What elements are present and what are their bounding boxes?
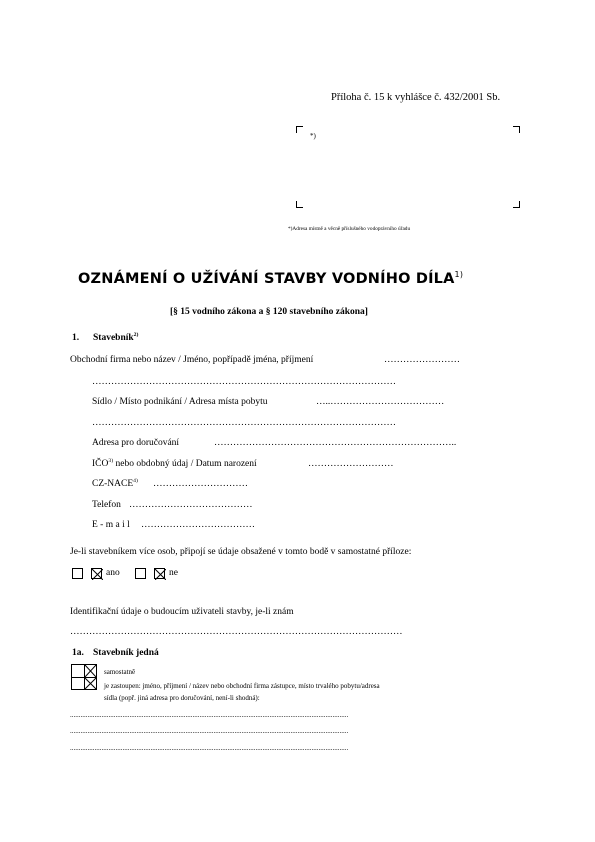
- represented-checkbox[interactable]: [85, 678, 96, 689]
- phone-field[interactable]: …………………………………: [129, 500, 253, 510]
- section-number: 1a.: [72, 648, 84, 658]
- future-user-field[interactable]: ……………………………………………………………………………………………: [70, 627, 403, 637]
- nace-label-text: CZ-NACE: [92, 479, 134, 489]
- nace-label: [92, 479, 138, 489]
- ico-field[interactable]: ………………………: [308, 459, 394, 469]
- email-field[interactable]: ………………………………: [141, 520, 255, 530]
- representative-field-line[interactable]: ...............................................................................................................................................................: [70, 744, 349, 752]
- footnote-mark: 4): [133, 477, 138, 484]
- independent-checkbox[interactable]: [85, 665, 96, 677]
- empty-checkbox[interactable]: [135, 568, 146, 579]
- no-label: ne: [169, 568, 178, 578]
- representation-checkbox-grid: [71, 664, 97, 690]
- title-footnote: 1): [454, 270, 464, 280]
- firm-label: Obchodní firma nebo název / Jméno, popřípadě jména, příjmení: [70, 355, 314, 365]
- annex-reference: Příloha č. 15 k vyhlášce č. 432/2001 Sb.: [331, 92, 501, 103]
- seat-label: Sídlo / Místo podnikání / Adresa místa pobytu: [92, 397, 268, 407]
- document-title: [78, 271, 463, 287]
- address-box[interactable]: [296, 126, 520, 208]
- section-heading-text: Stavebník: [93, 333, 134, 343]
- representative-field-line[interactable]: ...............................................................................................................................................................: [70, 711, 349, 719]
- firm-field-line2[interactable]: ……………………………………………………………………………………: [92, 377, 396, 387]
- phone-label: Telefon: [92, 500, 121, 510]
- corner-mark: [296, 126, 303, 133]
- represented-label-cont: sídla (popř. jiná adresa pro doručování, není-li shodná):: [104, 694, 260, 702]
- corner-mark: [296, 201, 303, 208]
- address-marker: *): [310, 132, 316, 140]
- representative-field-line[interactable]: ...............................................................................................................................................................: [70, 727, 349, 735]
- seat-field-line2[interactable]: ……………………………………………………………………………………: [92, 418, 396, 428]
- seat-field[interactable]: …..………………………………: [316, 397, 445, 407]
- address-note: *)Adresa místně a věcně příslušného vodoprávního úřadu: [288, 226, 411, 232]
- email-label: E - m a i l: [92, 520, 130, 530]
- delivery-label: Adresa pro doručování: [92, 438, 180, 448]
- section-number: 1.: [72, 333, 80, 343]
- delivery-field[interactable]: …………………………………………………………………..: [214, 438, 457, 448]
- independent-label: samostatně: [104, 668, 136, 676]
- footnote-mark: 2): [133, 331, 139, 338]
- yes-checkbox[interactable]: [91, 568, 102, 579]
- section-heading: Stavebník jedná: [93, 648, 159, 658]
- future-user-label: Identifikační údaje o budoucím uživateli stavby, je-li znám: [70, 607, 294, 617]
- ico-label-text: IČO: [92, 459, 109, 469]
- corner-mark: [513, 201, 520, 208]
- firm-field[interactable]: ……………………: [384, 355, 460, 365]
- represented-label: je zastoupen: jméno, příjmení / název nebo obchodní firma zástupce, místo trvalého pobytu/adresa: [104, 682, 380, 690]
- ico-label-text-post: nebo obdobný údaj / Datum narození: [113, 459, 257, 469]
- empty-checkbox[interactable]: [72, 568, 83, 579]
- section-heading: [93, 333, 138, 343]
- multiple-builders-text: Je-li stavebníkem více osob, připojí se údaje obsažené v tomto bodě v samostatné příloze:: [70, 547, 412, 557]
- ico-label: [92, 459, 257, 469]
- yes-label: ano: [106, 568, 120, 578]
- document-subtitle: [§ 15 vodního zákona a § 120 stavebního zákona]: [170, 307, 368, 317]
- nace-field[interactable]: …………………………: [153, 479, 248, 489]
- footnote-mark: 3): [108, 457, 114, 464]
- no-checkbox[interactable]: [154, 568, 165, 579]
- title-text: OZNÁMENÍ O UŽÍVÁNÍ STAVBY VODNÍHO DÍLA: [78, 271, 455, 287]
- corner-mark: [513, 126, 520, 133]
